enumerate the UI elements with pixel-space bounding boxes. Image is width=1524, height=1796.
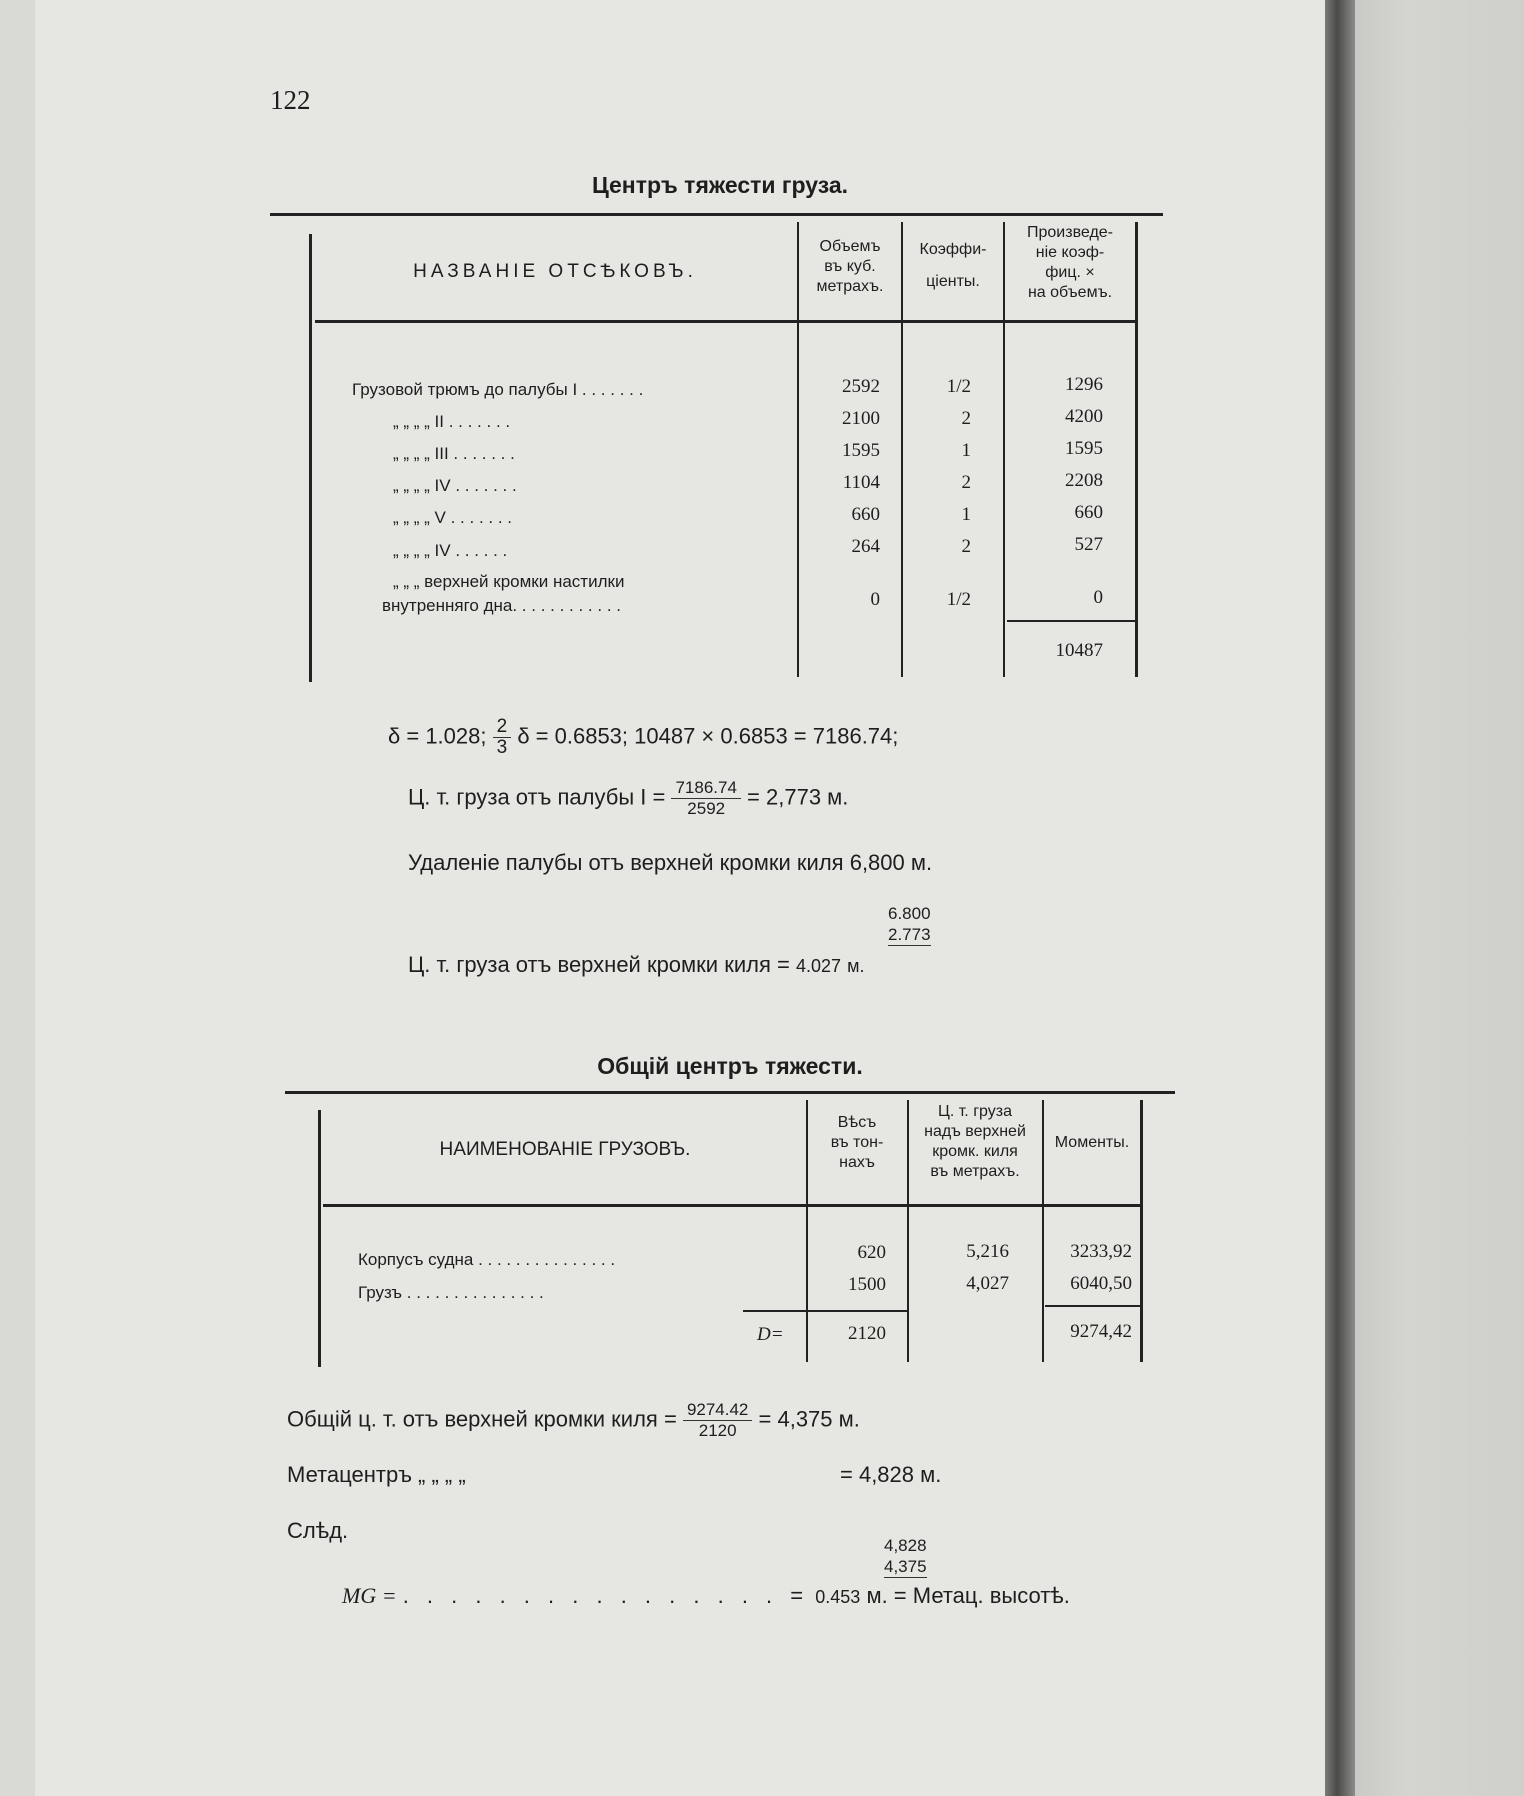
header-cargo-name: НАИМЕНОВАНІЕ ГРУЗОВЪ. (439, 1139, 691, 1160)
cg-from-deck-formula: Ц. т. груза отъ палубы I = $\frac{7186.74}{2592}$ = 2,773 м. (408, 778, 849, 818)
displacement-label: D= (757, 1324, 784, 1345)
header-compartment-name: НАЗВАНІЕ ОТСѢКОВЪ. (413, 261, 697, 282)
section2-title: Общій центръ тяжести. (597, 1053, 863, 1079)
header-product: Произведе- ніе коэф- фиц. × на объемъ. (1027, 224, 1113, 301)
page-number: 122 (270, 85, 311, 115)
deck-distance-text: Удаленіе палубы отъ верхней кромки киля 6,800 м. (408, 850, 933, 875)
header-moments: Моменты. (1054, 1134, 1130, 1151)
header-coefficient: Коэффи- ціенты. (919, 241, 987, 290)
header-cg-height: Ц. т. груза надъ верхней кромк. киля въ метрахъ. (924, 1103, 1026, 1180)
total-moment: 9274,42 (1070, 1321, 1132, 1342)
delta-formula: δ = 1.028; $\frac{2}{3}$ δ = 0.6853; 10487 × 0.6853 = 7186.74; (388, 716, 899, 758)
facing-page-edge (1355, 0, 1524, 1796)
mg-formula: MG = . . . . . . . . . . . . . . . . = 0.453 м. = Метац. высотѣ. (342, 1583, 1070, 1608)
section1-title: Центръ тяжести груза. (591, 172, 849, 198)
header-weight: Вѣсъ въ тон- нахъ (830, 1114, 884, 1171)
sled-text: Слѣд. (287, 1518, 349, 1543)
mg-subtraction-stack: 4,828 4,375 (884, 1536, 927, 1576)
total-weight: 2120 (848, 1323, 886, 1344)
total-product: 10487 (1055, 640, 1103, 661)
keel-sum-stack: 6.800 2.773 (888, 904, 931, 944)
metacenter-result: = 4,828 м. (840, 1462, 942, 1487)
book-spine-shadow (1325, 0, 1355, 1796)
metacenter-label: Метацентръ „ „ „ „ (287, 1462, 466, 1487)
general-cg-formula: Общій ц. т. отъ верхней кромки киля = $\frac{9274.42}{2120}$ = 4,375 м. (287, 1400, 860, 1440)
cg-from-keel-formula: Ц. т. груза отъ верхней кромки киля = 4.027 м. (408, 952, 865, 977)
header-volume: Объемъ въ куб. метрахъ. (816, 238, 884, 295)
